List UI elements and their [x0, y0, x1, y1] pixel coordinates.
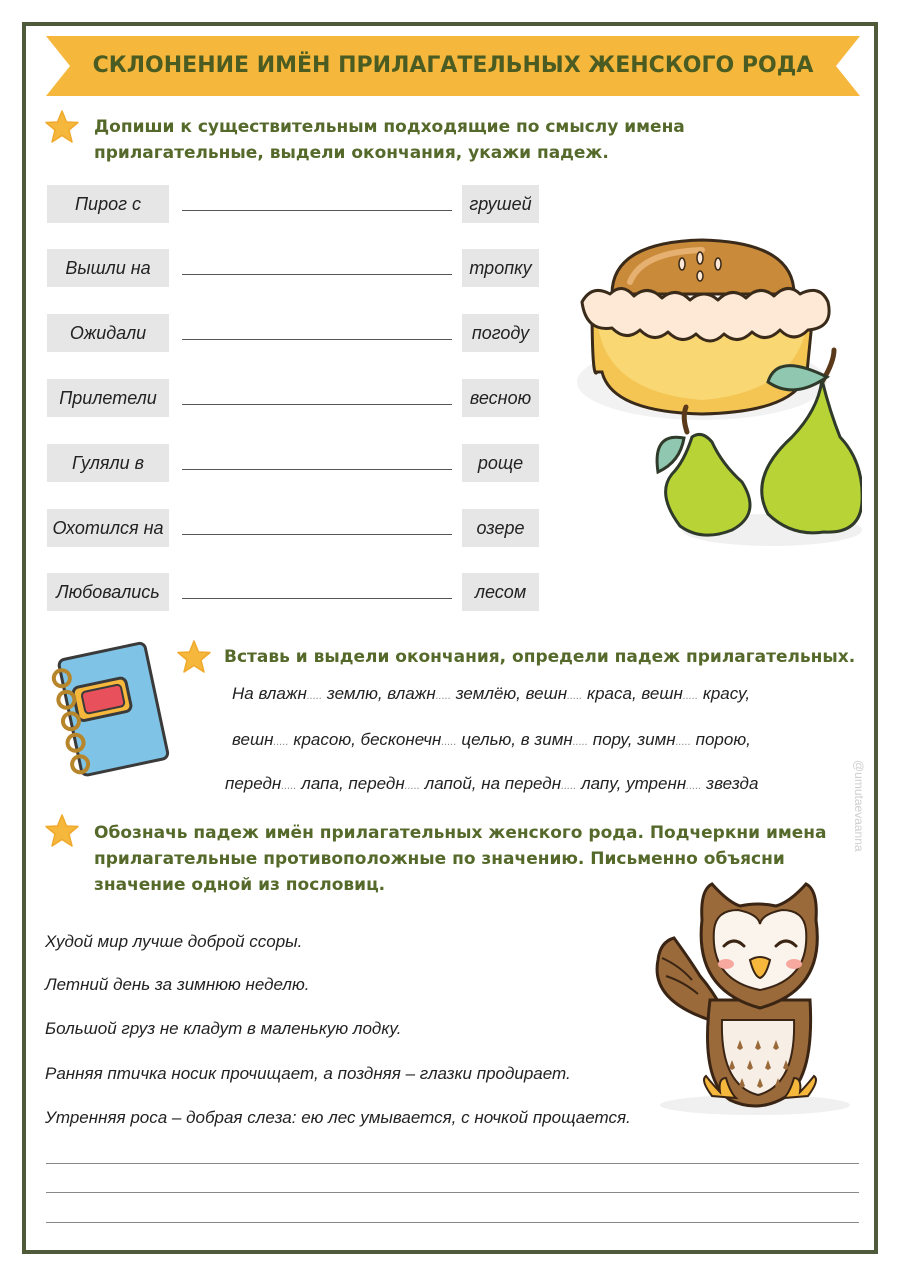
task3-line2: прилагательные противоположные по значению. Письменно объясни — [94, 849, 785, 869]
task1-noun: весною — [462, 379, 539, 417]
answer-blank[interactable] — [182, 274, 452, 275]
proverb: Ранняя птичка носик прочищает, а поздняя – глазки продирает. — [45, 1064, 571, 1083]
task1-instruction — [94, 114, 685, 166]
task1-phrase-start: Вышли на — [47, 249, 169, 287]
ending-blank[interactable]: ..... — [435, 690, 451, 702]
task2-heading: Вставь и выдели окончания, определи падеж прилагательных. — [224, 647, 856, 667]
ending-blank[interactable]: ..... — [572, 736, 588, 748]
task3-line3: значение одной из пословиц. — [94, 875, 386, 895]
notebook-illustration — [40, 640, 170, 786]
task2-word: землю, влажн — [322, 684, 436, 703]
task2-word: лапу, утренн — [576, 774, 687, 793]
answer-line[interactable] — [46, 1163, 859, 1164]
task1-phrase-start: Гуляли в — [47, 444, 169, 482]
ending-blank[interactable]: ..... — [281, 780, 297, 792]
task1-noun: погоду — [462, 314, 539, 352]
ending-blank[interactable]: ..... — [675, 736, 691, 748]
owl-illustration — [640, 880, 860, 1120]
task2-word: лапой, на передн — [419, 774, 562, 793]
task2-word: передн — [225, 774, 282, 793]
task1-line2: прилагательные, выдели окончания, укажи падеж. — [94, 143, 609, 163]
answer-blank[interactable] — [182, 469, 452, 470]
ending-blank[interactable]: ..... — [441, 736, 457, 748]
answer-blank[interactable] — [182, 404, 452, 405]
answer-line[interactable] — [46, 1192, 859, 1193]
task2-word: На влажн — [232, 684, 307, 703]
task2-word: красу, — [698, 684, 751, 703]
task2-line2 — [232, 730, 751, 750]
ending-blank[interactable]: ..... — [273, 736, 289, 748]
answer-blank[interactable] — [182, 534, 452, 535]
task1-line1: Допиши к существительным подходящие по смыслу имена — [94, 117, 685, 137]
task1-noun: лесом — [462, 573, 539, 611]
task2-word: звезда — [701, 774, 759, 793]
task2-word: пору, зимн — [588, 730, 676, 749]
pie-illustration — [572, 232, 862, 552]
ending-blank[interactable]: ..... — [686, 780, 702, 792]
task2-word: землёю, вешн — [451, 684, 568, 703]
ending-blank[interactable]: ..... — [682, 690, 699, 702]
task1-phrase-start: Прилетели — [47, 379, 169, 417]
task1-phrase-start: Охотился на — [47, 509, 169, 547]
ending-blank[interactable]: ..... — [567, 690, 583, 702]
proverb: Большой груз не кладут в маленькую лодку. — [45, 1019, 402, 1038]
task1-noun: озере — [462, 509, 539, 547]
answer-blank[interactable] — [182, 210, 452, 211]
star-icon — [176, 640, 212, 674]
task1-phrase-start: Любовались — [47, 573, 169, 611]
proverb: Летний день за зимнюю неделю. — [45, 975, 310, 994]
task2-word: целью, в зимн — [456, 730, 573, 749]
answer-blank[interactable] — [182, 598, 452, 599]
answer-line[interactable] — [46, 1222, 859, 1223]
proverb: Утренняя роса – добрая слеза: ею лес умывается, с ночкой прощается. — [45, 1108, 631, 1127]
task2-word: порою, — [690, 730, 751, 749]
task3-line1: Обозначь падеж имён прилагательных женского рода. Подчеркни имена — [94, 823, 827, 843]
star-icon — [44, 110, 80, 144]
task1-phrase-start: Ожидали — [47, 314, 169, 352]
task2-word: лапа, передн — [296, 774, 405, 793]
task1-noun: роще — [462, 444, 539, 482]
task2-word: красою, бесконечн — [288, 730, 442, 749]
star-icon — [44, 814, 80, 848]
title-banner — [46, 36, 860, 96]
ending-blank[interactable]: ..... — [404, 780, 420, 792]
task1-noun: тропку — [462, 249, 539, 287]
task1-noun: грушей — [462, 185, 539, 223]
proverb: Худой мир лучше доброй ссоры. — [45, 932, 303, 951]
ending-blank[interactable]: ..... — [306, 690, 323, 702]
task2-line3 — [225, 774, 758, 794]
answer-blank[interactable] — [182, 339, 452, 340]
task2-word: вешн — [232, 730, 274, 749]
ending-blank[interactable]: ..... — [561, 780, 577, 792]
watermark: @umutaevaanna — [852, 760, 866, 852]
task2-line1 — [232, 684, 750, 704]
page-title: СКЛОНЕНИЕ ИМЁН ПРИЛАГАТЕЛЬНЫХ ЖЕНСКОГО РОДА — [92, 53, 814, 78]
task2-word: краса, вешн — [582, 684, 683, 703]
task1-phrase-start: Пирог с — [47, 185, 169, 223]
